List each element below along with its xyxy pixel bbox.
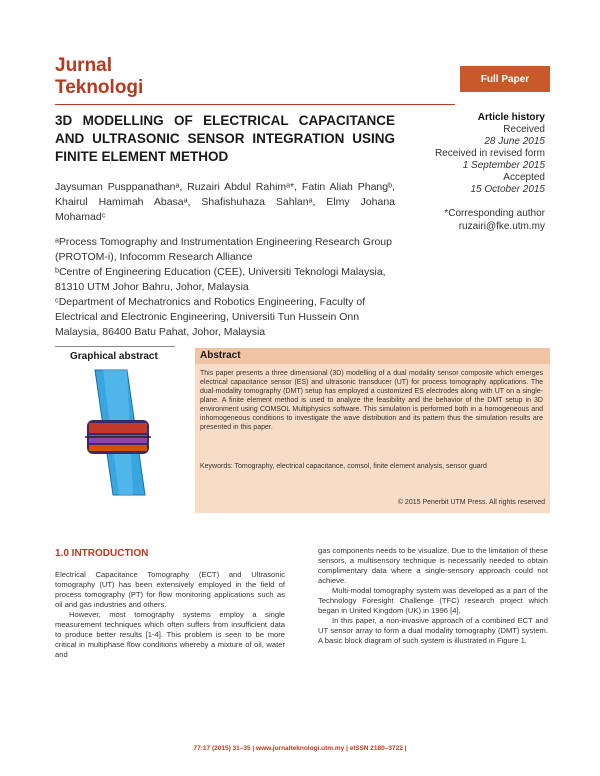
paragraph: However, most tomography systems employ a single measurement techniques which often suffers from insufficient data to produce better results [1-4]. This problem is seen to be more critical in multiphase flow conditions whereby a mixture of oil, water and bbox=[55, 610, 285, 659]
graphical-abstract-figure bbox=[75, 365, 165, 500]
page-footer: 77:17 (2015) 31–35 | www.jurnalteknologi.utm.my | eISSN 2180–3722 | bbox=[193, 745, 407, 752]
received-date: 28 June 2015 bbox=[484, 136, 545, 147]
graphical-abstract-heading: Graphical abstract bbox=[70, 351, 158, 362]
affiliation-c: ᶜDepartment of Mechatronics and Robotics Engineering, Faculty of Electrical and Electronic Engineering, Universiti Tun Hussein Onn Malaysia, 86400 Batu Pahat, Johor, Malaysia bbox=[55, 296, 366, 338]
accepted-label: Accepted bbox=[503, 172, 545, 183]
corresponding-label: *Corresponding author bbox=[444, 208, 545, 219]
header-rule bbox=[55, 104, 455, 105]
corresponding-email[interactable]: ruzairi@fke.utm.my bbox=[458, 221, 545, 232]
paragraph: In this paper, a non-invasive approach of a combined ECT and UT sensor array to form a dual modality tomography (DMT) system. A basic block diagram of such system is illustrated in Figure 1. bbox=[318, 616, 548, 645]
affiliation-b: ᵇCentre of Engineering Education (CEE), Universiti Teknologi Malaysia, 81310 UTM Johor Bahru, Johor, Malaysia bbox=[55, 266, 386, 293]
author-list: Jaysuman Pusppanathanᵃ, Ruzairi Abdul Rahimᵃ*, Fatin Aliah Phangᵇ, Khairul Hamimah Abasaᵃ, Shafishuhaza Sahlanᵃ, Elmy Johana Mohamadᶜ bbox=[55, 181, 395, 223]
received-label: Received bbox=[503, 124, 545, 135]
article-history bbox=[425, 112, 545, 196]
abstract-body: This paper presents a three dimensional (3D) modelling of a dual modality sensor composite which emerges electrical capacitance sensor (ES) and ultrasonic transducer (UT) for process tomography applications. The dual-modality tomography (DMT) setup has employed a customized ES electrodes along with UT on a single-plane. A finite element method is used to analyze the feasibility and the behavior of the DMT setup in 3D environment using COMSOL Multiphysics software. This simulation is performed both in a homogeneous and inhomogeneous conditions to investigate the wave distribution and its pattern thus the simulation results are presented in this paper. bbox=[200, 370, 543, 431]
corresponding-author bbox=[420, 207, 545, 233]
revised-date: 1 September 2015 bbox=[462, 160, 545, 171]
journal-logo bbox=[55, 55, 143, 99]
accepted-date: 15 October 2015 bbox=[470, 184, 545, 195]
paper-title: 3D MODELLING OF ELECTRICAL CAPACITANCE AND ULTRASONIC SENSOR INTEGRATION USING FINITE ELEMENT METHOD bbox=[55, 113, 395, 164]
keywords: Keywords: Tomography, electrical capacitance, comsol, finite element analysis, sensor guard bbox=[200, 463, 487, 470]
paragraph: gas components needs to be visualize. Due to the limitation of these sensors, a multisensory technique is necessarily needed to obtain complimentary data where a single-sensory approach could not achieve. bbox=[318, 546, 548, 585]
full-paper-badge: Full Paper bbox=[460, 66, 550, 92]
copyright: © 2015 Penerbit UTM Press. All rights reserved bbox=[397, 499, 545, 506]
history-heading: Article history bbox=[477, 112, 545, 123]
column-right bbox=[318, 546, 548, 646]
abstract-heading: Abstract bbox=[200, 350, 241, 361]
column-left bbox=[55, 570, 285, 660]
affiliations bbox=[55, 235, 405, 340]
journal-name-line1: Jurnal bbox=[55, 55, 113, 76]
journal-name-line2: Teknologi bbox=[55, 77, 144, 98]
graphical-abstract-rule bbox=[55, 346, 175, 347]
paragraph: Multi-modal tomography system was developed as a part of the Technology Foresight Challenge (TFC) research project which began in United Kingdom (UK) in 1996 [4]. bbox=[318, 586, 548, 615]
section-heading: 1.0 INTRODUCTION bbox=[55, 548, 149, 559]
revised-label: Received in revised form bbox=[434, 148, 545, 159]
paragraph: Electrical Capacitance Tomography (ECT) and Ultrasonic tomography (UT) has been extensively employed in the field of process tomography (PT) for flow monitoring applications such as oil and gas industries and others. bbox=[55, 570, 285, 609]
affiliation-a: ᵃProcess Tomography and Instrumentation Engineering Research Group (PROTOM-i), Infocomm Research Alliance bbox=[55, 236, 392, 263]
abstract-header bbox=[195, 348, 550, 364]
